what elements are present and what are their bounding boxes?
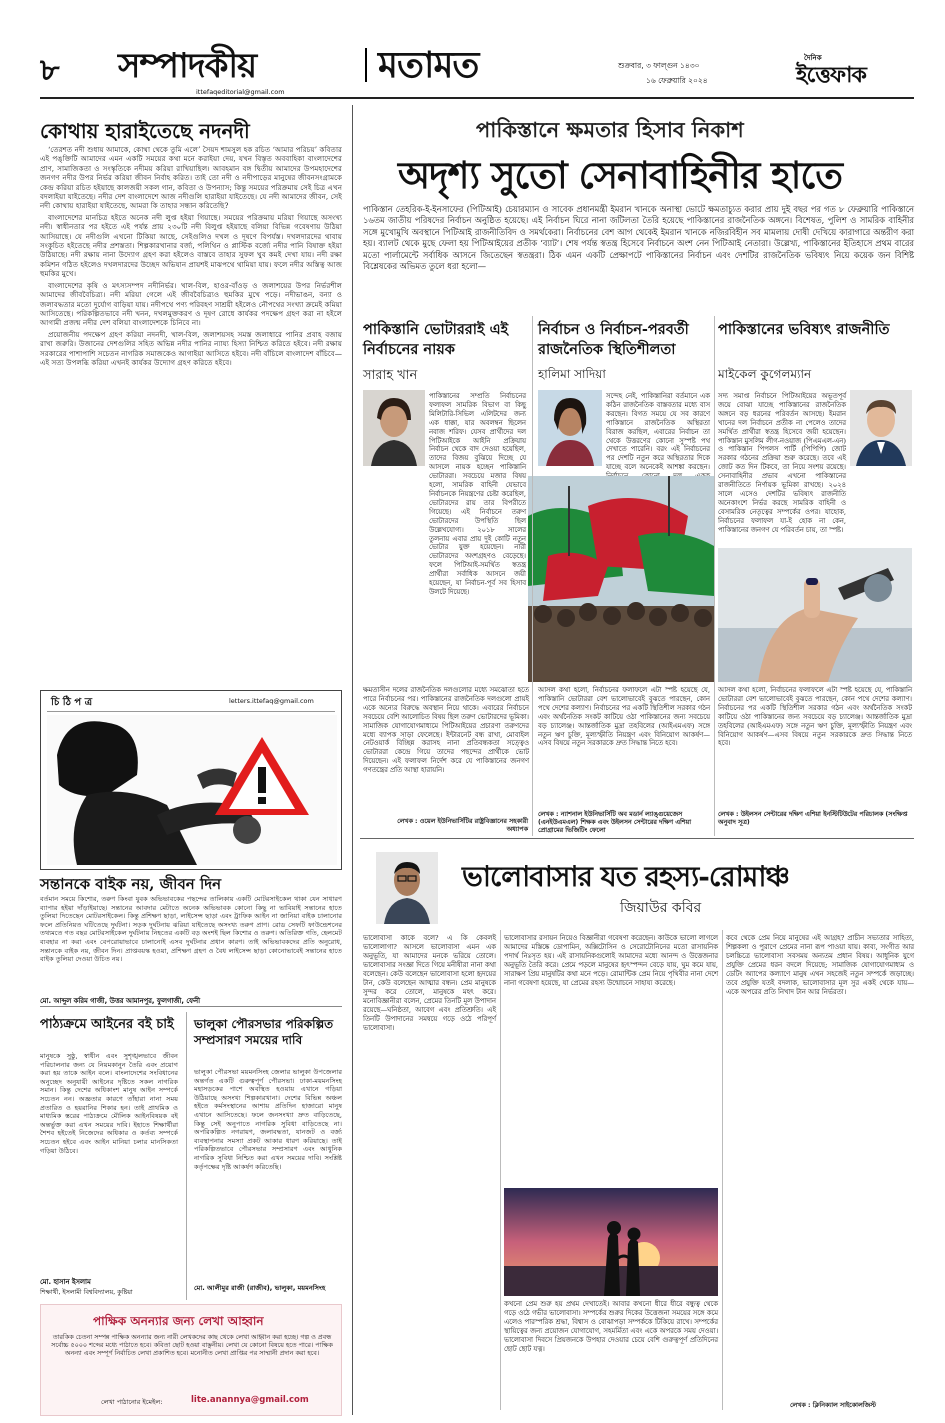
letter-left-title: পাঠ্যক্রমে আইনের বই চাই (40, 1017, 174, 1032)
col3-body-continued: আসল কথা হলো, নির্বাচনের ফলাফলে এটা স্পষ্ট হয়েছে যে, পাকিস্তানি ভোটাররা বেশ ভালোভাবেই বুঝতে পারছেন, কোন পথে দেশের কল্যাণ। নির্বাচনের পর একটি স্থিতিশীল সরকার গঠন এবং অর্থনৈতিক সংকট কাটিয়ে ওঠা পাকিস্তানের জন্য সবচেয়ে বড় চ্যালেঞ্জ। আন্তর্জাতিক মুদ্রা তহবিলের (আইএমএফ) সঙ্গে নতুন ঋণ চুক্তি, মূল্যস্ফীতি নিয়ন্ত্রণ এবং বিনিয়োগ আকর্ষণ—এসব বিষয়ে নতুন সরকারকে দ্রুত সিদ্ধান্ত নিতে হবে। (718, 686, 912, 748)
love-col-divider-1 (500, 930, 501, 1410)
col1-author: সারাহ খান (363, 368, 418, 383)
logo-text: ইত্তেফাক (796, 62, 866, 88)
date-line-2: ১৬ ফেব্রুয়ারি ২০২৪ (646, 76, 708, 85)
logo-small-text: দৈনিক (804, 54, 822, 62)
couple-sunset-photo (504, 1188, 718, 1296)
love-col-3: কখনো প্রেম শুরু হয় প্রথম দেখাতেই। আবার কখনো ধীরে ধীরে বন্ধুত্ব থেকে গড়ে ওঠে গভীর ভালোবাসা। সম্পর্কের শুরুর দিকের উত্তেজনা সময়ের সঙ্গে কমে এলেও পারস্পরিক শ্রদ্ধা, বিশ্বাস ও বোঝাপড়া সম্পর্ককে টিকিয়ে রাখে। সম্পর্কের স্থায়িত্বের জন্য প্রয়োজন যোগাযোগ, সহমর্মিতা এবং একে অপরকে সময় দেওয়া। ভালোবাসা দিবসে প্রিয়জনকে উপহার দেওয়ার চেয়ে বেশি গুরুত্বপূর্ণ প্রতিদিনের ছোট ছোট যত্ন। (504, 1300, 718, 1353)
editorial-body (40, 145, 342, 673)
ananya-call-box (40, 1304, 342, 1416)
letter-right-author: মো. আলীমুর রাজী (রাজীব), ভালুকা, ময়মনসিংহ (194, 1284, 326, 1292)
col2-author-note: লেখক : ন্যাশনাল ইউনিভার্সিটি অব মডার্ন ল্যাঙ্গুয়েজেস (এনইউএমএল) শিক্ষক এবং উইলসন সেন্টারের দক্ষিণ এশিয়া প্রোগ্রামের ভিজিটিং ফেলো (538, 811, 692, 834)
letter-main-title: সন্তানকে বাইক নয়, জীবন দিন (40, 875, 222, 893)
header-rule (40, 97, 914, 99)
letter-main-author: মো. আব্দুল করিম গাজী, উত্তর আমানপুর, ফুলগাজী, ফেনী (40, 997, 201, 1005)
editorial-paragraph: ‘তেরশত নদী শুধায় আমাকে, কোথা থেকে তুমি এলে’ সৈয়দ শামসুল হক রচিত ‘আমার পরিচয়’ কবিতার এই পঙ্‌ক্তিটি আমাদের এমন একটি সময়ের কথা মনে করাইয়া দেয়, যখন বিস্তৃত অববাহিকা বাংলাদেশের প্রাণ, সামাজিকতা ও সংস্কৃতিকে নদীময় করিয়া রাখিয়াছিল। আবহমান বঙ্গ দ্বিতীয় আমাদের উপমহাদেশের জনগণ নদীর উপর নির্ভর করিয়া জীবন নির্বাহ করিত। তাই তো নদী ও নদীপাড়ের মানুষের জীবনসংগ্রামকে কেন্দ্র করিয়া রচিত হইয়াছে কালজয়ী সকল গান, কবিতা ও উপন্যাস; কিন্তু সময়ের পরিক্রমায় সেই চিত্র এখন বদলাইয়া যাইতেছে। নদীর দেশ বাংলাদেশে আজ নদীগুলি হারাইয়া যাইতেছে। যে নদী আমাদের জীবন, সেই নদী কোথায় হারাইয়া যাইতেছে, আমরা কি তাহার সন্ধান করিতেছি? (40, 145, 342, 211)
love-col-1: ভালোবাসা কাকে বলে? এ কি কেবলই ভালোলাগা? আসলে ভালোবাসা এমন এক অনুভূতি, যা আমাদের মনকে ভরিয়ে তোলে। ভালোবাসার সংজ্ঞা দিতে গিয়ে মনীষীরা নানা কথা বলেছেন। কেউ বলেছেন ভালোবাসা হলো হৃদয়ের টান, কেউ বলেছেন আত্মার বন্ধন। প্রেম মানুষকে সুন্দর করে তোলে, মানুষকে মহৎ করে। মনোবিজ্ঞানীরা বলেন, প্রেমের তিনটি মূল উপাদান রয়েছে—ঘনিষ্ঠতা, আবেগ এবং প্রতিশ্রুতি। এই তিনটি উপাদানের সমন্বয়ে গড়ে ওঠে পরিপূর্ণ ভালোবাসা। (363, 934, 496, 1032)
page-header (0, 0, 945, 100)
love-headline: ভালোবাসার যত রহস্য-রোমাঞ্চ (462, 860, 789, 893)
love-author: জিয়াউর কবির (620, 900, 702, 916)
letters-divider (40, 1006, 342, 1007)
author-photo-halima-sadia (538, 390, 602, 466)
letters-email: letters.ittefaq@gmail.com (229, 697, 314, 705)
col3-author: মাইকেল কুগেলম্যান (718, 367, 812, 381)
letter-left-author: মো. হাসান ইসলাম (40, 1278, 91, 1286)
ananya-body: তারকিক চেতনা সম্পন্ন পাক্ষিক অনন্যার জন্য নারী লেখকদের কাছ থেকে লেখা আহ্বান করা হচ্ছে। গল্প ও প্রবন্ধ সর্বোচ্চ ৫০০০ শব্দের মধ্যে পাঠাতে হবে। কবিতা ছোট হওয়া বাঞ্ছনীয়। লেখা যে কোনো বিষয়ে হতে পারে। পাক্ষিক অনন্যা এবং সম্পূর্ণ নির্বাচিত লেখা প্রকাশিত হবে। মনোনীত লেখা প্রাপ্তির পর সাম্মানী প্রদান করা হবে। (51, 1333, 333, 1358)
lead-col-divider-2 (714, 316, 715, 836)
letters-inner-divider (186, 1012, 187, 1300)
col1-body: পাকিস্তানের সম্প্রতি নির্বাচনের ফলাফল সামরিক বিভাগ বা কিছু মিলিটারি-সিভিল এলিটদের জন্য এক ধাক্কা, যার অবলম্বন ছিলেন নবাজ শরিফ। যেসব প্রার্থীদের দল পিটিআইকে আইনি প্রক্রিয়ায় নির্বাচন থেকে বাদ দেওয়া হয়েছিল, তাদের বিজয় বুঝিয়ে দিচ্ছে যে আসলে নায়ক হচ্ছেন পাকিস্তানি ভোটাররা। সবচেয়ে মজার বিষয় হলো, সামরিক বাহিনী যেভাবে নির্বাচনকে নিয়ন্ত্রণের চেষ্টা করেছিল, ভোটারদের রায় তার বিপরীতে গিয়েছে। এই নির্বাচনে তরুণ ভোটারদের উপস্থিতি ছিল উল্লেখযোগ্য। ২০১৮ সালের তুলনায় এবার প্রায় দুই কোটি নতুন ভোটার যুক্ত হয়েছেন। নারী ভোটারদের অংশগ্রহণও বেড়েছে। ফলে পিটিআই-সমর্থিত স্বতন্ত্র প্রার্থীরা সর্বাধিক আসনে জয়ী হয়েছেন, যা নির্বাচন-পূর্ব সব হিসাব উলটে দিয়েছে। (429, 392, 526, 596)
col1-title: পাকিস্তানি ভোটাররাই এই নির্বাচনের নায়ক (363, 321, 509, 358)
letters-section (40, 690, 342, 870)
lead-lower-middle: আসল কথা হলো, নির্বাচনের ফলাফলে এটা স্পষ্ট হয়েছে যে, পাকিস্তানি ভোটাররা বেশ ভালোভাবেই বুঝতে পারছেন, কোন পথে দেশের কল্যাণ। নির্বাচনের পর একটি স্থিতিশীল সরকার গঠন এবং অর্থনৈতিক সংকট কাটিয়ে ওঠা পাকিস্তানের জন্য সবচেয়ে বড় চ্যালেঞ্জ। আন্তর্জাতিক মুদ্রা তহবিলের (আইএমএফ) সঙ্গে নতুন ঋণ চুক্তি, মূল্যস্ফীতি নিয়ন্ত্রণ এবং বিনিয়োগ আকর্ষণ—এসব বিষয়ে নতুন সরকারকে দ্রুত সিদ্ধান্ত নিতে হবে। (538, 686, 710, 748)
letters-rule (47, 711, 335, 712)
col1-author-note: লেখক : ওয়েল ইউনিভার্সিটির রাষ্ট্রবিজ্ঞানের সহকারী অধ্যাপক (397, 818, 528, 833)
section-right-title: মতামত (378, 44, 479, 86)
love-col-2: ভালোবাসার রসায়ন নিয়েও বিজ্ঞানীরা গবেষণা করেছেন। কাউকে ভালো লাগলে আমাদের মস্তিষ্কে ডোপামিন, অক্সিটোসিন ও সেরোটোনিনের মতো রাসায়নিক পদার্থ নিঃসৃত হয়। এই রাসায়নিকগুলোই আমাদের মধ্যে আনন্দ ও উত্তেজনার অনুভূতি তৈরি করে। প্রেমে পড়লে মানুষের হৃৎস্পন্দন বেড়ে যায়, ঘুম কমে যায়, সারাক্ষণ প্রিয় মানুষটির কথা মনে পড়ে। রোমান্টিক প্রেম নিয়ে পৃথিবীর নানা দেশে নানা গবেষণা হয়েছে, যা প্রেমের রহস্য উন্মোচনে সাহায্য করেছে। (504, 934, 718, 987)
author-photo-ziaur-kabir (376, 852, 438, 924)
love-col-divider-2 (722, 930, 723, 1410)
editorial-paragraph: প্রয়োজনীয় পদক্ষেপ গ্রহণ করিয়া নদনদী, খাল-বিল, জলাশয়সহ সমস্ত জলাধারে পানির প্রবাহ বজায় রাখা জরুরি। উজানের দেশগুলির সহিত অভিন্ন নদীর পানির ন্যায্য হিস্যা নিশ্চিত করিতে হইবে। নদী রক্ষায় সরকারের পাশাপাশি সচেতন নাগরিক সমাজকেও আগাইয়া আসিতে হইবে। নদী বাঁচিলে বাংলাদেশ বাঁচিবে—এই সত্য উপলব্ধি করিয়া এখনই কার্যকর উদ্যোগ গ্রহণ করিতে হইবে। (40, 329, 342, 367)
warning-dot (258, 797, 266, 804)
editorial-paragraph: বাংলাদেশের মানচিত্র হইতে অনেক নদী লুপ্ত হইয়া গিয়াছে। সময়ের পরিক্রমায় মরিয়া গিয়াছে অসংখ্য নদী। স্বাধীনতার পর হইতে এই পর্যন্ত প্রায় ২৩০টি নদী বিলুপ্ত হইয়াছে বলিয়া বিভিন্ন গবেষণায় উঠিয়া আসিয়াছে। যে নদীগুলি এখনো টিকিয়া আছে, সেইগুলিও দখল ও দূষণে বিপর্যস্ত। দখলদারদের থাবায় সংকুচিত হইতেছে নদীর প্রশস্ততা। শিল্পকারখানার বর্জ্য, পলিথিন ও প্লাস্টিক বর্জ্যে নদীর পানি বিষাক্ত হইয়া উঠিয়াছে। নদী রক্ষায় নানা উদ্যোগ গ্রহণ করা হইলেও বাস্তবে তাহার সুফল খুব কমই দেখা যায়। নদী রক্ষা কমিশন গঠিত হইলেও দখলদারদের উচ্ছেদ অভিযান প্রায়শই মাঝপথে থামিয়া যায়। ফলে নদীর অস্তিত্ব আজ হুমকির মুখে। (40, 212, 342, 279)
lead-kicker: পাকিস্তানে ক্ষমতার হিসাব নিকাশ (476, 117, 744, 142)
bike-light (233, 816, 261, 844)
voting-finger-photo (718, 548, 912, 682)
lead-lower-left: ক্ষমতাসীন দলের রাজনৈতিক দলগুলোর মধ্যে সমঝোতা হতে পারে নির্বাচনের পর। পাকিস্তানের রাজনৈতিক দলগুলো প্রায়ই একে অন্যের বিরুদ্ধে অবস্থান নিয়ে থাকে। এবারের নির্বাচনে সবচেয়ে বেশি আলোচিত বিষয় ছিল তরুণ ভোটারদের ভূমিকা। সামাজিক যোগাযোগমাধ্যমে পিটিআইয়ের প্রচারণা তরুণদের মধ্যে ব্যাপক সাড়া ফেলেছে। ইন্টারনেট বন্ধ রাখা, মোবাইল নেটওয়ার্ক বিচ্ছিন্ন করাসহ নানা প্রতিবন্ধকতা সত্ত্বেও ভোটাররা কেন্দ্রে গিয়ে তাদের পছন্দের প্রার্থীকে ভোট দিয়েছেন। এই ফলাফল নির্দেশ করে যে পাকিস্তানের জনগণ গণতন্ত্রের প্রতি আস্থা হারায়নি। (363, 686, 529, 775)
col2-title: নির্বাচন ও নির্বাচন-পরবর্তী রাজনৈতিক স্থিতিশীলতা (538, 321, 689, 358)
editorial-title: কোথায় হারাইতেছে নদনদী (40, 119, 250, 143)
letters-label: চি ঠি প ত্র (51, 697, 93, 708)
editorial-paragraph: বাংলাদেশের কৃষি ও মৎস্যসম্পদ নদীনির্ভর। খাল-বিল, হাওর-বাঁওড় ও জলাশয়ের উপর নির্ভরশীল আমাদের জীববৈচিত্র্য। নদী মরিয়া গেলে এই জীববৈচিত্র্যও হুমকির মুখে পড়ে। নদীভাঙন, বন্যা ও জলাবদ্ধতার মতো দুর্যোগ বাড়িয়া যায়। নদীপথে পণ্য পরিবহণ সাশ্রয়ী হইলেও নৌপথের সংখ্যা ক্রমেই কমিয়া আসিতেছে। পরিকল্পিতভাবে নদী খনন, দখলমুক্তকরণ ও দূষণ রোধে কার্যকর পদক্ষেপ গ্রহণ করা না হইলে আগামী প্রজন্ম নদীর দেশ বলিয়া বাংলাদেশকে চিনিবে না। (40, 280, 342, 328)
col2-author: হালিমা সাদিয়া (538, 367, 606, 381)
col2-body: সন্দেহ নেই, পাকিস্তানিরা বর্তমানে এক কঠিন রাজনৈতিক বাস্তবতার মধ্যে বাস করছেন। বিগত সময়ে যে সব কারণে পাকিস্তানে রাজনৈতিক অস্থিরতা বিরাজ করছিল, এবারের নির্বাচন তা থেকে উত্তরণের কোনো সুস্পষ্ট পথ দেখাতে পারেনি। বরং এই নির্বাচনের পর দেশটি নতুন করে অস্থিরতার দিকে যাচ্ছে বলে অনেকেই আশঙ্কা করছেন। (606, 392, 710, 472)
col3-author-note: লেখক : উইলসন সেন্টারের দক্ষিণ এশিয়া ইনস্টিটিউটের পরিচালক (সংক্ষিপ্ত অনুবাদ সূত্র) (718, 811, 908, 826)
newspaper-logo (778, 52, 910, 92)
page-number: ৮ (40, 53, 60, 88)
love-author-note: লেখক : ক্লিনিক্যাল সাইকোলজিস্ট (790, 1402, 876, 1409)
header-divider (365, 48, 367, 82)
ananya-email: lite.anannya@gmail.com (191, 1395, 309, 1405)
love-col-4: কবে থেকে প্রেম নিয়ে মানুষের এই আগ্রহ? প্রাচীন সভ্যতার সাহিত্য, শিল্পকলা ও পুরাণে প্রেমের নানা রূপ পাওয়া যায়। কাব্য, সংগীত আর চলচ্চিত্রে ভালোবাসা সবসময় অন্যতম প্রধান বিষয়। আধুনিক যুগে প্রযুক্তি প্রেমের ধরন বদলে দিয়েছে; সামাজিক যোগাযোগমাধ্যম ও ডেটিং অ্যাপের কল্যাণে মানুষ এখন সহজেই নতুন সম্পর্কে জড়াচ্ছে। তবে প্রযুক্তি যতই বদলাক, ভালোবাসার মূল সুর একই থেকে যায়—একে অপরের প্রতি নিখাদ টান আর নির্ভরতা। (726, 934, 914, 996)
letter-main-body: বর্তমান সময়ে কিশোর, তরুণ কিংবা যুবক অভিভাবকের পছন্দের তালিকায় একটি মোটরসাইকেল থাকা যেন সাধারণ ব্যাপার হইয়া দাঁড়াইয়াছে। সন্তানের আবদার মেটাতে অনেক অভিভাবক কোনো কিছু না ভাবিয়াই সন্তানের হাতে তুলিয়া দিতেছেন মোটরসাইকেল। কিন্তু প্রশিক্ষণ ছাড়া, লাইসেন্স ছাড়া এবং ট্রাফিক আইন না জানিয়া বাইক চালানোর ফলে প্রতিনিয়ত ঘটিতেছে দুর্ঘটনা। সড়ক দুর্ঘটনায় ঝরিয়া যাইতেছে অসংখ্য তরুণ প্রাণ। রোড সেফটি ফাউন্ডেশনের তথ্যমতে গত বছর মোটরসাইকেল দুর্ঘটনায় নিহতের একটি বড় অংশই ছিল কিশোর ও তরুণ। অতিরিক্ত গতি, হেলমেট ব্যবহার না করা এবং বেপরোয়াভাবে চালানোই এসব দুর্ঘটনার প্রধান কারণ। তাই অভিভাবকদের প্রতি অনুরোধ, সন্তানকে বাইক নয়, জীবন দিন। প্রাপ্তবয়স্ক হওয়া, প্রশিক্ষণ গ্রহণ ও বৈধ লাইসেন্স ছাড়া কোনোভাবেই সন্তানের হাতে বাইক তুলিয়া দেওয়া উচিত নয়। (40, 895, 342, 964)
lead-headline: অদৃশ্য সুতো সেনাবাহিনীর হাতে (398, 153, 842, 197)
lead-intro: পাকিস্তান তেহরিক-ই-ইনসাফের (পিটিআই) চেয়ারম্যান ও সাবেক প্রধানমন্ত্রী ইমরান খানকে অনাস্থা ভোটে ক্ষমতাচ্যুত করার প্রায় দুই বছর পর গত ৮ ফেব্রুয়ারি পাকিস্তানে ১৬তম জাতীয় পরিষদের নির্বাচন অনুষ্ঠিত হয়েছে। এই নির্বাচন ঘিরে নানা জটিলতা তৈরি হয়েছে পাকিস্তানের রাজনৈতিক অঙ্গনে। বিশেষত, পুলিশ ও সামরিক বাহিনীর সঙ্গে মুখোমুখি অবস্থানে পিটিআই রাজনীতিবিদ ও সমর্থকেরা। নির্বাচনের বেশ আগ থেকেই ইমরান খানকে নজিরবিহীন সব মামলায় দোষী দেখিয়ে কারাগারে অন্তরীণ করা হয়। ব্যালট থেকে মুছে ফেলা হয় পিটিআইয়ের প্রতীক ‘ব্যাট’। শেষ পর্যন্ত স্বতন্ত্র হিসেবে নির্বাচনে অংশ নেন পিটিআই নেতারা। উল্লেখ্য, পাকিস্তানের ইতিহাসে প্রথম বারের মতো পার্লামেন্টে সর্বাধিক আসনে জিতেছেন স্বতন্ত্ররা। ঠিক এমন একটি প্রেক্ষাপটে পাকিস্তানের নির্বাচন এবং দেশটির রাজনৈতিক ভবিষ্যৎ নিয়ে কয়েক জন বিশিষ্ট বিশ্লেষকের অভিমত তুলে ধরা হলো— (363, 204, 914, 272)
warning-bar (258, 767, 266, 793)
lead-col-divider-1 (532, 316, 533, 836)
ananya-email-label: লেখা পাঠানোর ইমেইল: (101, 1398, 163, 1406)
author-photo-michael-kugelman (850, 390, 912, 466)
letter-right-body: ভালুকা পৌরসভা ময়মনসিংহ জেলার ভালুকা উপজেলার অন্তর্গত একটি গুরুত্বপূর্ণ পৌরসভা। ঢাকা-ময়মনসিংহ মহাসড়কের পাশে অবস্থিত হওয়ায় এখানে গড়িয়া উঠিয়াছে অসংখ্য শিল্পকারখানা। দেশের বিভিন্ন অঞ্চল হইতে কর্মসংস্থানের আশায় প্রতিদিন হাজারো মানুষ এখানে আসিতেছে। ফলে জনসংখ্যা দ্রুত বাড়িতেছে, কিন্তু সেই অনুপাতে নাগরিক সুবিধা বাড়িতেছে না। অপরিকল্পিত নগরায়ণ, জলাবদ্ধতা, যানজট ও বর্জ্য ব্যবস্থাপনার সমস্যা প্রকট আকার ধারণ করিয়াছে। তাই পরিকল্পিতভাবে পৌরসভার সম্প্রসারণ এবং আধুনিক নাগরিক সুবিধা নিশ্চিত করা এখন সময়ের দাবি। সংশ্লিষ্ট কর্তৃপক্ষের দৃষ্টি আকর্ষণ করিতেছি। (194, 1068, 342, 1171)
ananya-title: পাক্ষিক অনন্যার জন্য লেখা আহ্বান (93, 1314, 264, 1328)
column-divider (352, 105, 353, 1415)
section-title: সম্পাদকীয় (118, 46, 257, 86)
col3-body: সদ্য সমাপ্ত নির্বাচনে পিটিআইয়ের অভূতপূর্ব জয়ে বোঝা যাচ্ছে পাকিস্তানের রাজনৈতিক অঙ্গনে বড় ধরনের পরিবর্তন আসছে। ইমরান খানের দল নির্বাচনে প্রতীক না পেলেও তাদের সমর্থিত প্রার্থীরা স্বতন্ত্র হিসেবে জয়ী হয়েছেন। পাকিস্তান মুসলিম লীগ-নওয়াজ (পিএমএল-এন) ও পাকিস্তান পিপলস পার্টি (পিপিপি) জোট সরকার গঠনের প্রক্রিয়া শুরু করেছে। তবে এই জোট কত দিন টিকবে, তা নিয়ে সংশয় রয়েছে। সেনাবাহিনীর প্রভাব এখনো পাকিস্তানের রাজনীতিতে নির্ণায়ক ভূমিকা রাখছে। ২০২৪ সালে এসেও দেশটির ভবিষ্যৎ রাজনীতি অনেকাংশে নির্ভর করছে সামরিক বাহিনী ও বেসামরিক নেতৃত্বের সম্পর্কের ওপর। যাহোক, নির্বাচনের ফলাফল যা-ই হোক না কেন, পাকিস্তানের জনগণ যে পরিবর্তন চায়, তা স্পষ্ট। (718, 392, 846, 534)
letter-right-title: ভালুকা পৌরসভার পরিকল্পিত সম্প্রসারণ সময়ের দাবি (194, 1017, 334, 1047)
lead-bottom-rule (360, 838, 914, 839)
section-email: ittefaqeditorial@gmail.com (196, 88, 285, 96)
pti-rally-photo (528, 476, 714, 682)
col3-title: পাকিস্তানের ভবিষ্যৎ রাজনীতি (718, 321, 890, 338)
biker-illustration (47, 715, 337, 865)
letter-left-body: মানুষকে সুষ্ঠু, স্বাধীন এবং সুশৃঙ্খলভাবে জীবন পরিচালনার জন্য যে নিয়মকানুন তৈরি এবং প্রয়োগ করা হয় তাকে আইন বলে। বাংলাদেশের সংবিধানের অনুচ্ছেদ অনুযায়ী আইনের দৃষ্টিতে সকল নাগরিক সমান। কিন্তু দেশের অধিকাংশ মানুষ আইন সম্পর্কে সচেতন নন। অজ্ঞতার কারণে তাঁহারা নানা সময় প্রতারিত ও হয়রানির শিকার হন। তাই প্রাথমিক ও মাধ্যমিক স্তরের পাঠ্যক্রমে মৌলিক আইনবিষয়ক বই অন্তর্ভুক্ত করা এখন সময়ের দাবি। ইহাতে শিক্ষার্থীরা শৈশব হইতেই নিজেদের অধিকার ও কর্তব্য সম্পর্কে সচেতন হইবে এবং আইন মানিয়া চলার মানসিকতা গড়িয়া উঠিবে। (40, 1052, 178, 1155)
letter-left-author-info: শিক্ষার্থী, ইসলামী বিশ্ববিদ্যালয়, কুষ্টিয়া (40, 1289, 133, 1296)
date-line-1: শুক্রবার, ৩ ফাল্গুন ১৪৩০ (618, 61, 700, 70)
